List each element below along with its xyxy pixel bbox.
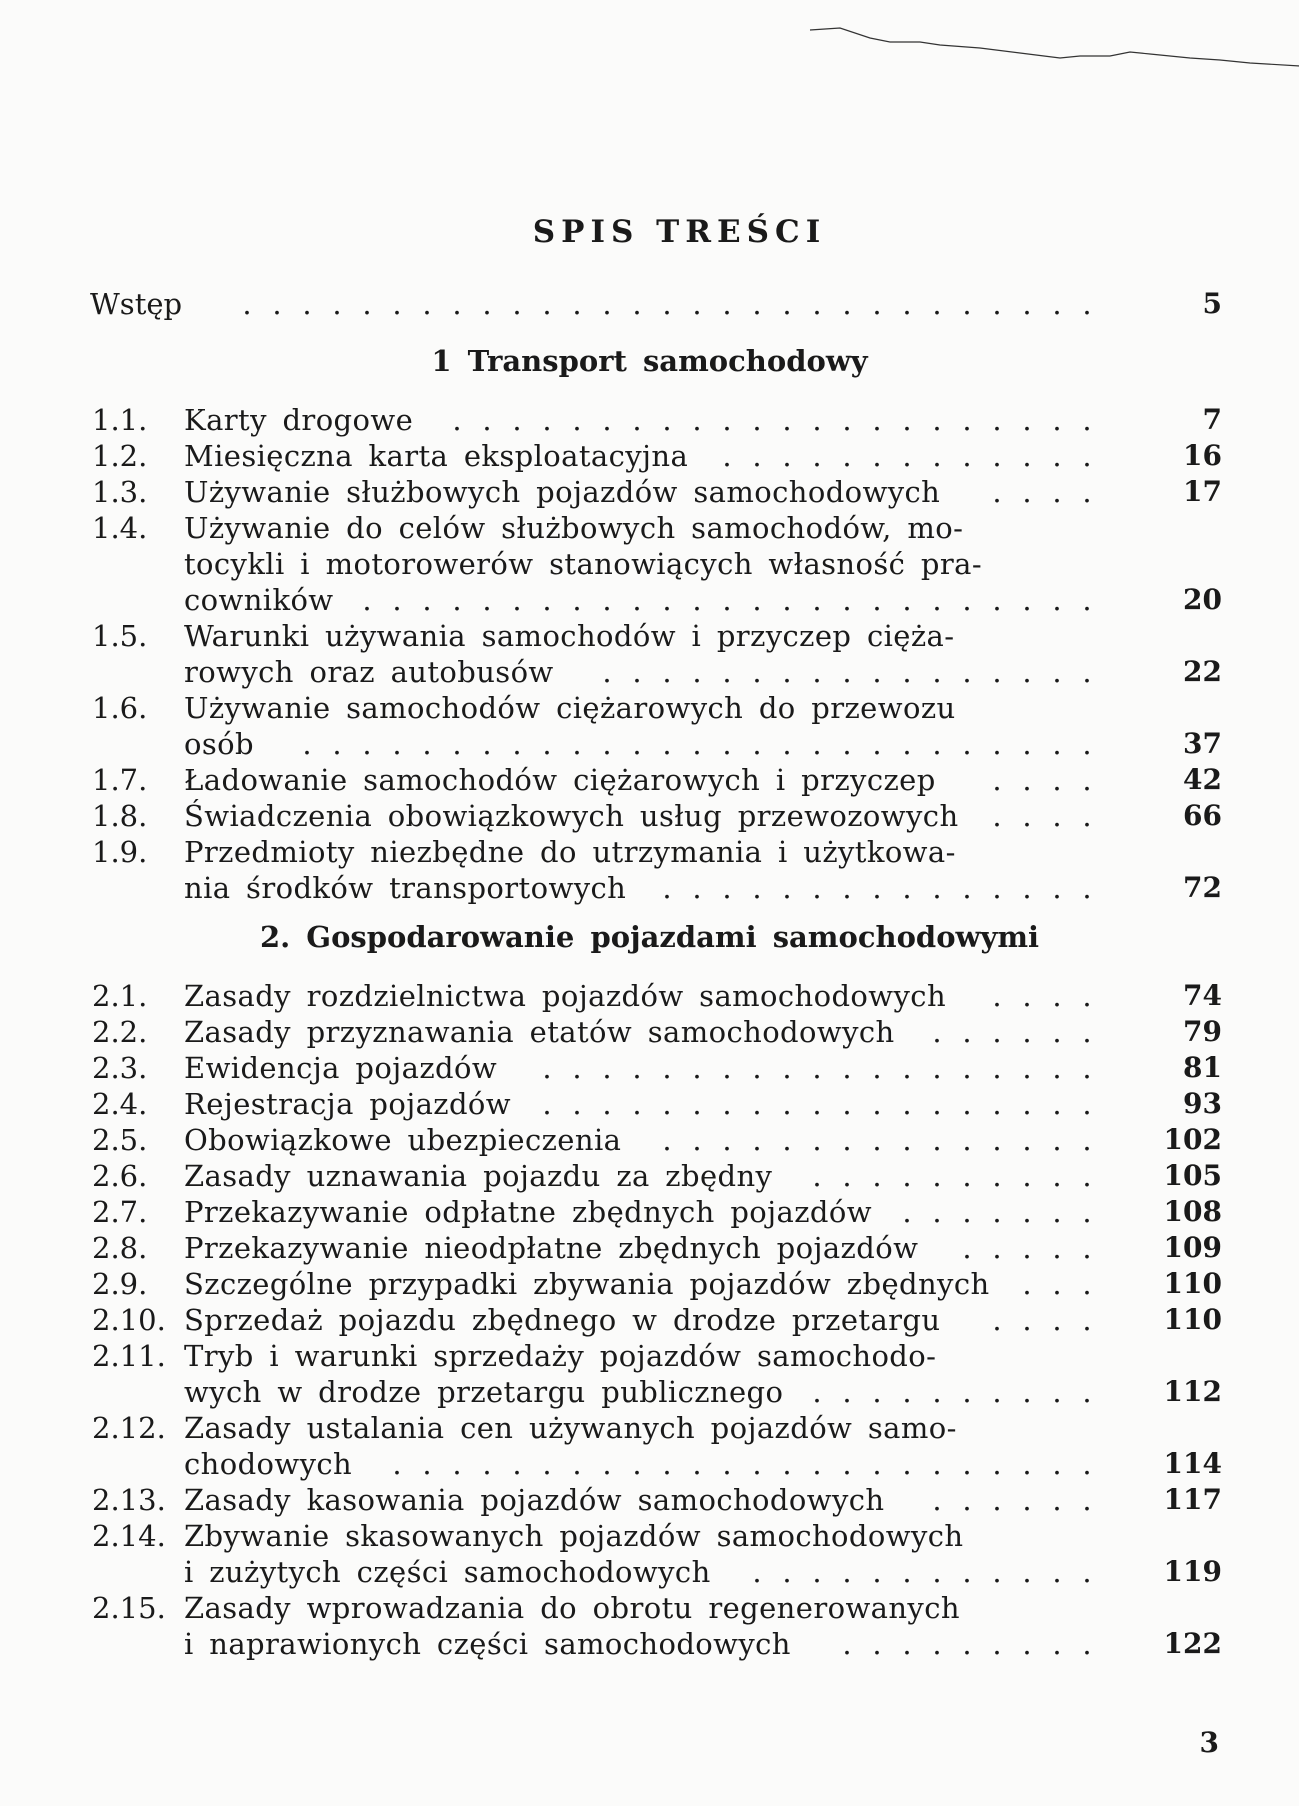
dot-leader: . . . . . . . . . . . . . . . . . . . . . . . . . <box>362 583 1092 617</box>
entry-number: 2.12. <box>92 1411 166 1445</box>
entry-title: chodowych <box>184 1447 353 1481</box>
entry-title: Używanie samochodów ciężarowych do przewozu <box>184 691 956 725</box>
entry-number: 2.15. <box>92 1591 166 1625</box>
entry-page-number: 79 <box>1183 1015 1222 1048</box>
toc-entry[interactable] <box>92 1194 1222 1230</box>
entry-title: Zasady ustalania cen używanych pojazdów samo- <box>184 1411 957 1445</box>
entry-number: 2.8. <box>92 1231 148 1265</box>
entry-page-number: 109 <box>1163 1231 1222 1264</box>
dot-leader: . . . . <box>992 1303 1092 1337</box>
entry-number: 2.4. <box>92 1087 148 1121</box>
dot-leader: . . . . . . . . . . . . . . . . . . . . . . . . . . . <box>302 727 1092 761</box>
entry-number: 1.5. <box>92 619 148 653</box>
chapter-heading: 2. Gospodarowanie pojazdami samochodowymi <box>259 920 1040 954</box>
entry-page-number: 22 <box>1183 655 1222 688</box>
toc-entry[interactable] <box>92 1518 1222 1554</box>
entry-page-number: 42 <box>1183 763 1222 796</box>
toc-entry-continuation[interactable] <box>92 870 1222 906</box>
dot-leader: . . . . <box>992 763 1092 797</box>
chapter-heading: 1 Transport samochodowy <box>431 344 868 378</box>
entry-title: Świadczenia obowiązkowych usług przewozowych <box>184 799 959 833</box>
entry-title: i naprawionych części samochodowych <box>184 1627 791 1661</box>
entry-page-number: 117 <box>1163 1483 1222 1516</box>
entry-title: rowych oraz autobusów <box>184 655 554 689</box>
entry-number: 1.4. <box>92 511 148 545</box>
toc-entry-continuation[interactable] <box>92 726 1222 762</box>
entry-number: 1.1. <box>92 403 148 437</box>
entry-title: Zasady wprowadzania do obrotu regenerowanych <box>184 1591 960 1625</box>
dot-leader: . . . . . . . . . . . . . . . . . . . . . . <box>452 403 1092 437</box>
entry-number: 2.14. <box>92 1519 166 1553</box>
entry-number: 2.13. <box>92 1483 166 1517</box>
toc-entry[interactable] <box>92 618 1222 654</box>
toc-entry[interactable] <box>92 1050 1222 1086</box>
dot-leader: . . . . . . . . . . . . . . . . . . . . . . . . . . . . . <box>242 287 1092 321</box>
entry-number: 1.2. <box>92 439 148 473</box>
entry-title: nia środków transportowych <box>184 871 627 905</box>
entry-title: Zasady przyznawania etatów samochodowych <box>184 1015 895 1049</box>
toc-entry-intro[interactable] <box>92 286 1222 322</box>
entry-number: 1.6. <box>92 691 148 725</box>
toc-entry[interactable] <box>92 438 1222 474</box>
entry-title: Miesięczna karta eksploatacyjna <box>184 439 689 473</box>
entry-page-number: 66 <box>1183 799 1222 832</box>
entry-number: 2.1. <box>92 979 148 1013</box>
entry-title: Zbywanie skasowanych pojazdów samochodowych <box>184 1519 964 1553</box>
toc-entry[interactable] <box>92 834 1222 870</box>
entry-number: 1.7. <box>92 763 148 797</box>
entry-title: Rejestracja pojazdów <box>184 1087 512 1121</box>
entry-page-number: 37 <box>1183 727 1222 760</box>
toc-entry[interactable] <box>92 1410 1222 1446</box>
entry-title: Szczególne przypadki zbywania pojazdów zbędnych <box>184 1267 990 1301</box>
dot-leader: . . . . . . . . . . . . . . . <box>662 871 1092 905</box>
entry-page-number: 105 <box>1163 1159 1222 1192</box>
entry-number: 1.9. <box>92 835 148 869</box>
entry-page-number: 112 <box>1163 1375 1222 1408</box>
entry-title: i zużytych części samochodowych <box>184 1555 711 1589</box>
entry-number: 2.2. <box>92 1015 148 1049</box>
toc-entry[interactable] <box>92 1482 1222 1518</box>
dot-leader: . . . . . . . . . . . . . <box>722 439 1092 473</box>
entry-title: Ładowanie samochodów ciężarowych i przyczep <box>184 763 936 797</box>
entry-number: 1.8. <box>92 799 148 833</box>
entry-number: 2.3. <box>92 1051 148 1085</box>
dot-leader: . . . <box>1022 1267 1092 1301</box>
dot-leader: . . . . . . . . . . . . <box>752 1555 1092 1589</box>
toc-entry[interactable] <box>92 1158 1222 1194</box>
entry-title: Przekazywanie nieodpłatne zbędnych pojazdów <box>184 1231 919 1265</box>
entry-title: Ewidencja pojazdów <box>184 1051 498 1085</box>
toc-entry[interactable] <box>92 978 1222 1014</box>
toc-entry[interactable] <box>92 1302 1222 1338</box>
page-number: 3 <box>1199 1726 1219 1759</box>
dot-leader: . . . . . <box>962 1231 1092 1265</box>
toc-entry[interactable] <box>92 1086 1222 1122</box>
dot-leader: . . . . . . . . . . . . . . . . . . . . . . . . <box>392 1447 1092 1481</box>
entry-title: Przekazywanie odpłatne zbędnych pojazdów <box>184 1195 872 1229</box>
entry-page-number: 119 <box>1163 1555 1222 1588</box>
entry-title: tocykli i motorowerów stanowiących własność pra- <box>184 547 983 581</box>
entry-title: osób <box>184 727 254 761</box>
dot-leader: . . . . <box>992 799 1092 833</box>
entry-number: 2.9. <box>92 1267 148 1301</box>
entry-title: Zasady uznawania pojazdu za zbędny <box>184 1159 773 1193</box>
toc-entry-continuation[interactable] <box>92 1626 1222 1662</box>
entry-title: Przedmioty niezbędne do utrzymania i użytkowa- <box>184 835 956 869</box>
dot-leader: . . . . . . <box>932 1483 1092 1517</box>
toc-entry-continuation[interactable] <box>92 1374 1222 1410</box>
entry-page-number: 81 <box>1183 1051 1222 1084</box>
toc-entry[interactable] <box>92 474 1222 510</box>
entry-page-number: 122 <box>1163 1627 1222 1660</box>
dot-leader: . . . . <box>992 475 1092 509</box>
entry-number: 1.3. <box>92 475 148 509</box>
entry-title: Obowiązkowe ubezpieczenia <box>184 1123 622 1157</box>
entry-title: Tryb i warunki sprzedaży pojazdów samochodo- <box>184 1339 937 1373</box>
toc-entry-continuation[interactable] <box>92 546 1222 582</box>
toc-entry[interactable] <box>92 798 1222 834</box>
entry-title: Używanie służbowych pojazdów samochodowych <box>184 475 941 509</box>
toc-entry[interactable] <box>92 1590 1222 1626</box>
dot-leader: . . . . . . . <box>902 1195 1092 1229</box>
entry-title: Zasady rozdzielnictwa pojazdów samochodowych <box>184 979 947 1013</box>
entry-number: 2.7. <box>92 1195 148 1229</box>
entry-page-number: 74 <box>1183 979 1222 1012</box>
entry-page-number: 72 <box>1183 871 1222 904</box>
entry-title: wych w drodze przetargu publicznego <box>184 1375 784 1409</box>
toc-entry[interactable] <box>92 1014 1222 1050</box>
dot-leader: . . . . . . . . . <box>842 1627 1092 1661</box>
toc-entry[interactable] <box>92 1338 1222 1374</box>
entry-page-number: 5 <box>1202 287 1222 320</box>
toc-entry[interactable] <box>92 510 1222 546</box>
entry-title: Warunki używania samochodów i przyczep cięża- <box>184 619 955 653</box>
entry-title: Wstęp <box>90 287 183 321</box>
entry-title: Karty drogowe <box>184 403 414 437</box>
toc-entry[interactable] <box>92 1230 1222 1266</box>
entry-page-number: 17 <box>1183 475 1222 508</box>
dot-leader: . . . . . . . . . . . . . . . . . . . <box>542 1087 1092 1121</box>
toc-entry[interactable] <box>92 1266 1222 1302</box>
toc-entry-continuation[interactable] <box>92 654 1222 690</box>
dot-leader: . . . . . . . . . . <box>812 1159 1092 1193</box>
dot-leader: . . . . <box>992 979 1092 1013</box>
entry-page-number: 110 <box>1163 1303 1222 1336</box>
toc-entry[interactable] <box>92 690 1222 726</box>
entry-page-number: 108 <box>1163 1195 1222 1228</box>
toc-entry[interactable] <box>92 1122 1222 1158</box>
entry-number: 2.10. <box>92 1303 166 1337</box>
entry-page-number: 16 <box>1183 439 1222 472</box>
paper-crease-mark <box>780 20 1299 80</box>
entry-page-number: 110 <box>1163 1267 1222 1300</box>
entry-title: cowników <box>184 583 334 617</box>
entry-page-number: 114 <box>1163 1447 1222 1480</box>
toc-entry[interactable] <box>92 402 1222 438</box>
toc-entry-continuation[interactable] <box>92 582 1222 618</box>
entry-number: 2.6. <box>92 1159 148 1193</box>
dot-leader: . . . . . . . . . . <box>812 1375 1092 1409</box>
dot-leader: . . . . . . . . . . . . . . . . . . . <box>542 1051 1092 1085</box>
entry-number: 2.11. <box>92 1339 166 1373</box>
entry-page-number: 7 <box>1202 403 1222 436</box>
dot-leader: . . . . . . <box>932 1015 1092 1049</box>
entry-number: 2.5. <box>92 1123 148 1157</box>
toc-entry-continuation[interactable] <box>92 1446 1222 1482</box>
dot-leader: . . . . . . . . . . . . . . . . . <box>602 655 1092 689</box>
entry-title: Używanie do celów służbowych samochodów, mo- <box>184 511 964 545</box>
entry-page-number: 102 <box>1163 1123 1222 1156</box>
toc-entry-continuation[interactable] <box>92 1554 1222 1590</box>
entry-page-number: 20 <box>1183 583 1222 616</box>
entry-page-number: 93 <box>1183 1087 1222 1120</box>
dot-leader: . . . . . . . . . . . . . . . <box>662 1123 1092 1157</box>
page-title: SPIS TREŚCI <box>532 214 827 250</box>
toc-entry[interactable] <box>92 762 1222 798</box>
entry-title: Zasady kasowania pojazdów samochodowych <box>184 1483 885 1517</box>
entry-title: Sprzedaż pojazdu zbędnego w drodze przetargu <box>184 1303 941 1337</box>
